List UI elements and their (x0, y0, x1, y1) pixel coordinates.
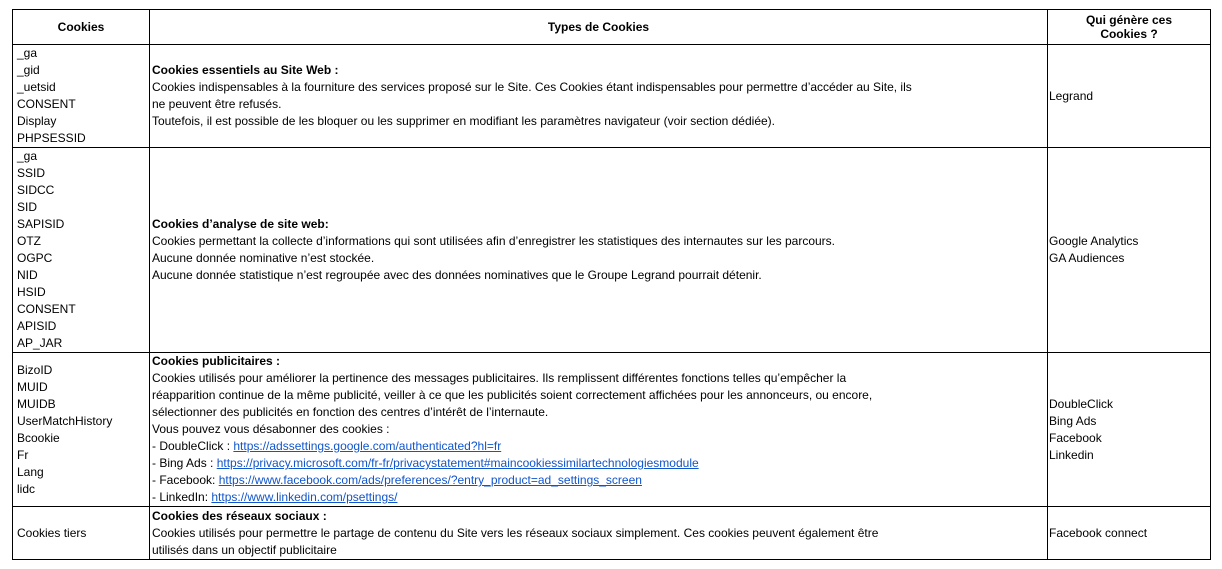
cookie-type-cell (150, 353, 1048, 507)
cookie-type-line: Cookies utilisés pour permettre le partage de contenu du Site vers les réseaux sociaux simplement. Ces cookies peuvent également être (152, 525, 879, 540)
cookie-source: Facebook connect (1049, 525, 1148, 540)
cookie-source: Google Analytics (1049, 234, 1139, 248)
cookie-type-title: Cookies publicitaires : (152, 354, 281, 368)
cookie-name: CONSENT (17, 302, 76, 316)
cookie-name: _gid (17, 63, 40, 77)
cookie-name: _uetsid (17, 80, 56, 94)
cookie-name: _ga (17, 149, 38, 163)
cookie-name: _ga (17, 46, 38, 60)
table-row (13, 353, 1211, 507)
cookie-type-title: Cookies d’analyse de site web: (152, 217, 329, 231)
cookie-type-line: ne peuvent être refusés. (152, 97, 282, 111)
cookie-names-cell (13, 148, 150, 353)
cookie-name: MUIDB (17, 396, 56, 411)
cookie-type-line: Cookies utilisés pour améliorer la pertinence des messages publicitaires. Ils remplissent différentes fonctions telles qu’empêcher la (152, 371, 847, 385)
cookie-type-cell (150, 45, 1048, 148)
cookie-source: DoubleClick (1049, 396, 1114, 411)
linkedin-optout-link[interactable]: https://www.linkedin.com/psettings/ (211, 490, 398, 504)
optout-label: - Bing Ads : (152, 456, 217, 470)
cookie-source: Facebook (1049, 430, 1102, 445)
table-row (13, 45, 1211, 148)
cookie-name: CONSENT (17, 97, 76, 111)
cookie-type-line: Cookies indispensables à la fourniture des services proposé sur le Site. Ces Cookies étant indispensables pour permettre d’accéder au Site, ils (152, 80, 912, 94)
cookie-name: Lang (17, 464, 44, 479)
optout-line (152, 472, 1046, 489)
facebook-optout-link[interactable]: https://www.facebook.com/ads/preferences/?entry_product=ad_settings_screen (218, 473, 642, 487)
cookie-name: Bcookie (17, 430, 60, 445)
doubleclick-optout-link[interactable]: https://adssettings.google.com/authenticated?hl=fr (233, 439, 502, 453)
cookie-type-cell (150, 148, 1048, 353)
cookie-name: SSID (17, 166, 46, 180)
cookie-source: Bing Ads (1049, 413, 1097, 428)
optout-label: - LinkedIn: (152, 490, 212, 504)
cookie-type-line: sélectionner des publicités en fonction des centres d’intérêt de l’internaute. (152, 405, 549, 419)
cookie-type-line: Aucune donnée nominative n’est stockée. (152, 251, 375, 265)
cookie-name: SIDCC (17, 183, 55, 197)
header-source-line2: Cookies ? (1100, 27, 1158, 41)
cookie-source-cell (1048, 353, 1211, 507)
table-row (13, 507, 1211, 560)
cookie-name: lidc (17, 481, 36, 496)
bing-ads-optout-link[interactable]: https://privacy.microsoft.com/fr-fr/privacystatement#maincookiessimilartechnologiesmodule (216, 456, 699, 470)
cookie-name: UserMatchHistory (17, 413, 113, 428)
optout-label: - DoubleClick : (152, 439, 234, 453)
cookie-name: SID (17, 200, 38, 214)
cookie-names-cell (13, 507, 150, 560)
cookie-type-line: utilisés dans un objectif publicitaire (152, 542, 337, 557)
cookie-type-cell (150, 507, 1048, 560)
cookie-source: Linkedin (1049, 447, 1094, 462)
cookie-name: MUID (17, 379, 48, 394)
cookie-source-cell (1048, 507, 1211, 560)
cookie-name: NID (17, 268, 38, 282)
table-row (13, 148, 1211, 353)
cookie-type-title: Cookies essentiels au Site Web : (152, 63, 339, 77)
cookie-name: Display (17, 114, 57, 128)
cookie-type-line: réapparition continue de la même publicité, veiller à ce que les publicités soient correctement affichées pour les annonceurs, ou encore, (152, 388, 873, 402)
cookie-name: SAPISID (17, 217, 65, 231)
cookie-name: OTZ (17, 234, 41, 248)
cookie-type-line: Cookies permettant la collecte d’informations qui sont utilisées afin d’enregistrer les statistiques des internautes sur les parcours. (152, 234, 836, 248)
cookie-source-cell (1048, 148, 1211, 353)
cookie-name: Cookies tiers (17, 525, 87, 540)
optout-line (152, 438, 1046, 455)
cookie-type-line: Toutefois, il est possible de les bloquer ou les supprimer en modifiant les paramètres navigateur (voir section dédiée). (152, 114, 775, 128)
header-source-line1: Qui génère ces (1085, 13, 1173, 27)
cookie-source: Legrand (1049, 88, 1094, 103)
cookie-name: BizoID (17, 362, 53, 377)
optout-line (152, 489, 1046, 506)
header-source (1048, 10, 1211, 45)
cookie-source: GA Audiences (1049, 251, 1125, 265)
cookie-type-title: Cookies des réseaux sociaux : (152, 508, 327, 523)
cookies-table (12, 9, 1211, 560)
cookie-name: APISID (17, 319, 57, 333)
cookie-type-line: Vous pouvez vous désabonner des cookies : (152, 422, 390, 436)
cookie-type-line: Aucune donnée statistique n’est regroupée avec des données nominatives que le Groupe Legrand pourrait détenir. (152, 268, 762, 282)
header-cookies: Cookies (13, 10, 150, 45)
cookie-name: Fr (17, 447, 29, 462)
cookie-name: AP_JAR (17, 336, 63, 350)
cookie-name: HSID (17, 285, 46, 299)
cookie-name: OGPC (17, 251, 53, 265)
cookie-name: PHPSESSID (17, 131, 86, 145)
cookie-names-cell (13, 353, 150, 507)
optout-line (152, 455, 1046, 472)
cookie-source-cell (1048, 45, 1211, 148)
header-types: Types de Cookies (150, 10, 1048, 45)
optout-label: - Facebook: (152, 473, 219, 487)
cookie-names-cell (13, 45, 150, 148)
header-row (13, 10, 1211, 45)
